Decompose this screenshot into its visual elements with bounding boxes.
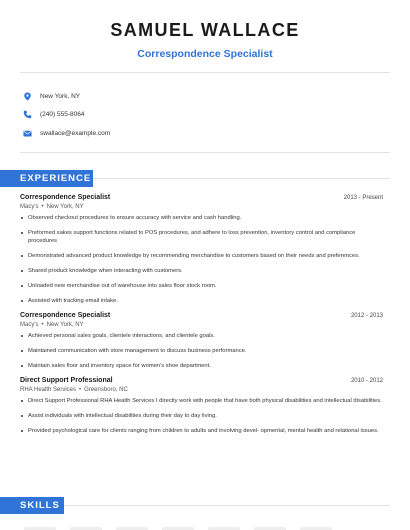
- job-dates: 2010 - 2012: [350, 378, 383, 384]
- job-bullets: [20, 397, 383, 435]
- candidate-title: Correspondence Specialist: [137, 48, 273, 60]
- contact-location: [22, 87, 410, 105]
- job-location: Greensboro, NC: [84, 387, 128, 393]
- job-dates: 2012 - 2013: [350, 313, 383, 319]
- job-title: Direct Support Professional: [20, 377, 113, 384]
- list-item: Assist individuals with intellectual disabilities during their day to day living.: [20, 412, 383, 420]
- email-icon: [22, 128, 32, 138]
- job-employer: Macy's • New York, NY: [20, 204, 84, 210]
- list-item: Shared product knowledge when interacting with customers.: [20, 267, 383, 275]
- phone-icon: [22, 110, 32, 120]
- list-item: Demonstrated advanced product knowledge by recommending merchandise to customers based on their needs and preferences.: [20, 252, 383, 260]
- skill-chips: [0, 515, 410, 530]
- job-bullets: [20, 332, 383, 370]
- experience-divider: [93, 178, 390, 179]
- list-item: Maintain sales floor and inventory space for women's shoe department.: [20, 362, 383, 370]
- contact-info: [0, 73, 410, 142]
- job-title: Correspondence Specialist: [20, 312, 111, 319]
- candidate-name: SAMUEL WALLACE: [110, 20, 300, 40]
- contact-phone-text: (240) 555-8064: [40, 111, 85, 118]
- contact-location-text: New York, NY: [40, 92, 81, 100]
- list-item: Assisted with tracking email intake.: [20, 297, 383, 305]
- contact-divider: [20, 152, 390, 153]
- job-title: Correspondence Specialist: [20, 194, 111, 201]
- list-item: Direct Support Professional RHA Health Services I directly work with people that have both physical disabilities and intellectual disabilities.: [20, 397, 383, 405]
- job-dates: 2013 - Present: [343, 195, 383, 201]
- list-item: Maintained communication with store management to discuss business performance.: [20, 347, 383, 355]
- skills-divider: [64, 505, 390, 506]
- list-item: Preformed sakes support functions related to POS procedures, and adhere to loss prevention, inventory control and compliance procedures: [20, 229, 383, 245]
- job-location: New York, NY: [46, 322, 84, 328]
- section-heading-skills: SKILLS: [0, 497, 64, 514]
- list-item: Observed checkout procedures to ensure accuracy with service and cash handling.: [20, 214, 383, 222]
- skills-section: [0, 497, 410, 530]
- contact-email-text: swallace@example.com: [40, 129, 111, 137]
- job-entry: [20, 194, 383, 305]
- section-heading-experience: EXPERIENCE: [0, 170, 93, 187]
- job-company: RHA Health Services: [20, 387, 77, 393]
- job-entry: [20, 312, 383, 370]
- job-company: Macy's: [20, 322, 39, 328]
- job-bullets: [20, 214, 383, 305]
- list-item: Provided psychological care for clients ranging from children to adults and involving devel- opmental, mental health and relational issues.: [20, 427, 383, 435]
- job-entry: [20, 377, 383, 435]
- list-item: Achieved personal sales goals, clientele interactions, and clientele goals.: [20, 332, 383, 340]
- job-employer: RHA Health Services • Greensboro, NC: [20, 387, 128, 393]
- experience-list: [0, 188, 410, 435]
- job-company: Macy's: [20, 204, 39, 210]
- resume-header: [0, 0, 410, 60]
- job-location: New York, NY: [46, 204, 84, 210]
- contact-email: [22, 124, 410, 142]
- list-item: Unloaded new merchandise out of warehouse into sales floor stock room.: [20, 282, 383, 290]
- location-pin-icon: [22, 91, 32, 101]
- contact-phone: [22, 106, 410, 124]
- job-employer: Macy's • New York, NY: [20, 322, 84, 328]
